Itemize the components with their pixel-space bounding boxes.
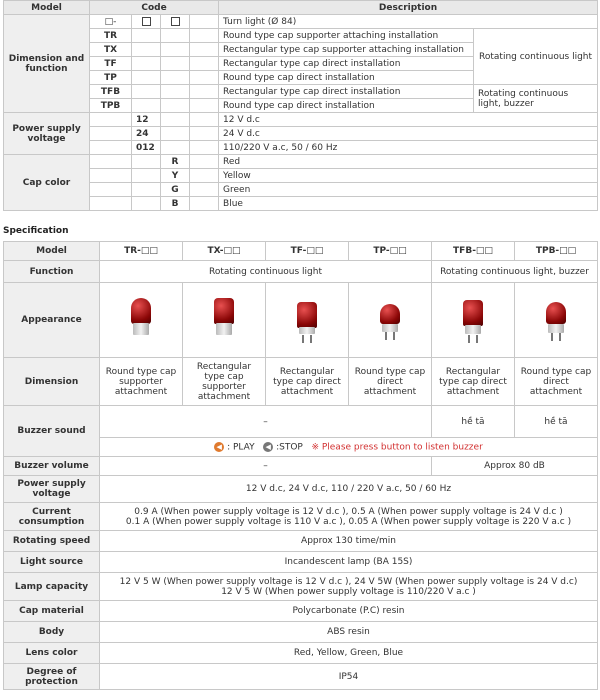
power-supply-label: Power supply voltage: [4, 113, 90, 155]
degree-of-protection-value: IP54: [100, 664, 598, 690]
dimension-tpb: Round type cap direct attachment: [515, 358, 598, 406]
model-code-table: [3, 0, 598, 211]
dim-desc-tf: Rectangular type cap direct installation: [219, 57, 474, 71]
cap-desc-yellow: Yellow: [219, 169, 598, 183]
dim-code-tr: TR: [90, 29, 132, 43]
dimension-label: Dimension: [4, 358, 100, 406]
cap-desc-red: Red: [219, 155, 598, 169]
power-supply-value: 12 V d.c, 24 V d.c, 110 / 220 V a.c, 50 / 60 Hz: [100, 476, 598, 503]
lamp-line-2: 12 V 5 W (When power supply voltage is 110/220 V a.c ): [221, 586, 476, 597]
listen-note: ※ Please press button to listen buzzer: [311, 442, 483, 453]
stop-label: :STOP: [276, 442, 303, 453]
cap-code-g: G: [161, 183, 190, 197]
model-tfb: TFB-□□: [432, 242, 515, 261]
speaker-stop-icon[interactable]: ◀: [263, 442, 273, 452]
lens-color-value: Red, Yellow, Green, Blue: [100, 643, 598, 664]
model-tf: TF-□□: [266, 242, 349, 261]
description-header: Description: [219, 1, 598, 15]
power-desc-12: 12 V d.c: [219, 113, 598, 127]
lamp-tf-image: [294, 294, 320, 344]
cap-color-label: Cap color: [4, 155, 90, 211]
power-supply-voltage-label: Power supply voltage: [4, 476, 100, 503]
lamp-capacity-label: Lamp capacity: [4, 573, 100, 601]
specification-table: [3, 241, 598, 690]
power-code-12: 12: [132, 113, 161, 127]
lamp-tp-image: [377, 294, 403, 344]
cap-code-y: Y: [161, 169, 190, 183]
appearance-tp: [349, 283, 432, 358]
function-rotating-buzzer: Rotating continuous light, buzzer: [432, 261, 598, 283]
lamp-tr-image: [128, 294, 154, 344]
dimension-tfb: Rectangular type cap direct attachment: [432, 358, 515, 406]
appearance-tfb: [432, 283, 515, 358]
cap-code-b: B: [161, 197, 190, 211]
buzzer-sound-none: –: [100, 406, 432, 438]
buzzer-sound-label: Buzzer sound: [4, 406, 100, 457]
cap-material-value: Polycarbonate (P.C) resin: [100, 601, 598, 622]
current-consumption-label: Current consumption: [4, 503, 100, 531]
rotating-speed-label: Rotating speed: [4, 531, 100, 552]
code-box-1: [132, 15, 161, 29]
dim-code-tp: TP: [90, 71, 132, 85]
power-code-012: 012: [132, 141, 161, 155]
buzzer-volume-label: Buzzer volume: [4, 457, 100, 476]
appearance-label: Appearance: [4, 283, 100, 358]
lens-color-label: Lens color: [4, 643, 100, 664]
cap-desc-blue: Blue: [219, 197, 598, 211]
turn-light-description: Turn light (Ø 84): [219, 15, 598, 29]
current-line-1: 0.9 A (When power supply voltage is 12 V d.c ), 0.5 A (When power supply voltage is 24 V d.c ): [134, 506, 563, 517]
lamp-line-1: 12 V 5 W (When power supply voltage is 12 V d.c ), 24 V 5W (When power supply voltage is 24 V d.c): [119, 576, 578, 587]
lamp-capacity-value: [100, 573, 598, 601]
cap-code-r: R: [161, 155, 190, 169]
light-source-value: Incandescent lamp (BA 15S): [100, 552, 598, 573]
lamp-tfb-image: [460, 294, 486, 344]
dimension-tf: Rectangular type cap direct attachment: [266, 358, 349, 406]
degree-of-protection-label: Degree of protection: [4, 664, 100, 690]
model-tx: TX-□□: [183, 242, 266, 261]
lamp-tx-image: [211, 294, 237, 344]
current-line-2: 0.1 A (When power supply voltage is 110 V a.c ), 0.05 A (When power supply voltage is 220 V a.c ): [125, 516, 572, 527]
dim-desc-tp: Round type cap direct installation: [219, 71, 474, 85]
appearance-tx: [183, 283, 266, 358]
dimension-function-label: Dimension and function: [4, 15, 90, 113]
function-rotating: Rotating continuous light: [100, 261, 432, 283]
appearance-tf: [266, 283, 349, 358]
play-label: : PLAY: [227, 442, 255, 453]
appearance-tpb: [515, 283, 598, 358]
model-tp: TP-□□: [349, 242, 432, 261]
dim-code-tx: TX: [90, 43, 132, 57]
dim-desc-tr: Round type cap supporter attaching installation: [219, 29, 474, 43]
square-icon: [171, 17, 180, 26]
body-value: ABS resin: [100, 622, 598, 643]
power-desc-012: 110/220 V a.c, 50 / 60 Hz: [219, 141, 598, 155]
buzzer-volume-value: Approx 80 dB: [432, 457, 598, 476]
model-tr: TR-□□: [100, 242, 183, 261]
code-box-2: [161, 15, 190, 29]
dimension-tp: Round type cap direct attachment: [349, 358, 432, 406]
dim-desc-tx: Rectangular type cap supporter attaching installation: [219, 43, 474, 57]
group-rotating-buzzer: Rotating continuous light, buzzer: [474, 85, 598, 113]
buzzer-sound-tfb[interactable]: hề tā: [432, 406, 515, 438]
dim-code-tfb: TFB: [90, 85, 132, 99]
light-source-label: Light source: [4, 552, 100, 573]
lamp-tpb-image: [543, 294, 569, 344]
buzzer-controls: [100, 438, 598, 457]
speaker-play-icon[interactable]: ◀: [214, 442, 224, 452]
buzzer-sound-tpb[interactable]: hề tā: [515, 406, 598, 438]
power-desc-24: 24 V d.c: [219, 127, 598, 141]
dimension-tx: Rectangular type cap supporter attachment: [183, 358, 266, 406]
current-consumption-value: [100, 503, 598, 531]
model-header: Model: [4, 1, 90, 15]
spec-model-label: Model: [4, 242, 100, 261]
function-label: Function: [4, 261, 100, 283]
specification-title: Specification: [3, 226, 69, 236]
dim-desc-tfb: Rectangular type cap direct installation: [219, 85, 474, 99]
cap-material-label: Cap material: [4, 601, 100, 622]
dim-code-tpb: TPB: [90, 99, 132, 113]
dim-code-tf: TF: [90, 57, 132, 71]
dimension-tr: Round type cap supporter attachment: [100, 358, 183, 406]
body-label: Body: [4, 622, 100, 643]
turn-light-code: □-: [90, 15, 132, 29]
rotating-speed-value: Approx 130 time/min: [100, 531, 598, 552]
code-header: Code: [90, 1, 219, 15]
group-rotating: Rotating continuous light: [474, 29, 598, 85]
power-code-24: 24: [132, 127, 161, 141]
dim-desc-tpb: Round type cap direct installation: [219, 99, 474, 113]
buzzer-volume-none: –: [100, 457, 432, 476]
cap-desc-green: Green: [219, 183, 598, 197]
appearance-tr: [100, 283, 183, 358]
square-icon: [142, 17, 151, 26]
model-tpb: TPB-□□: [515, 242, 598, 261]
